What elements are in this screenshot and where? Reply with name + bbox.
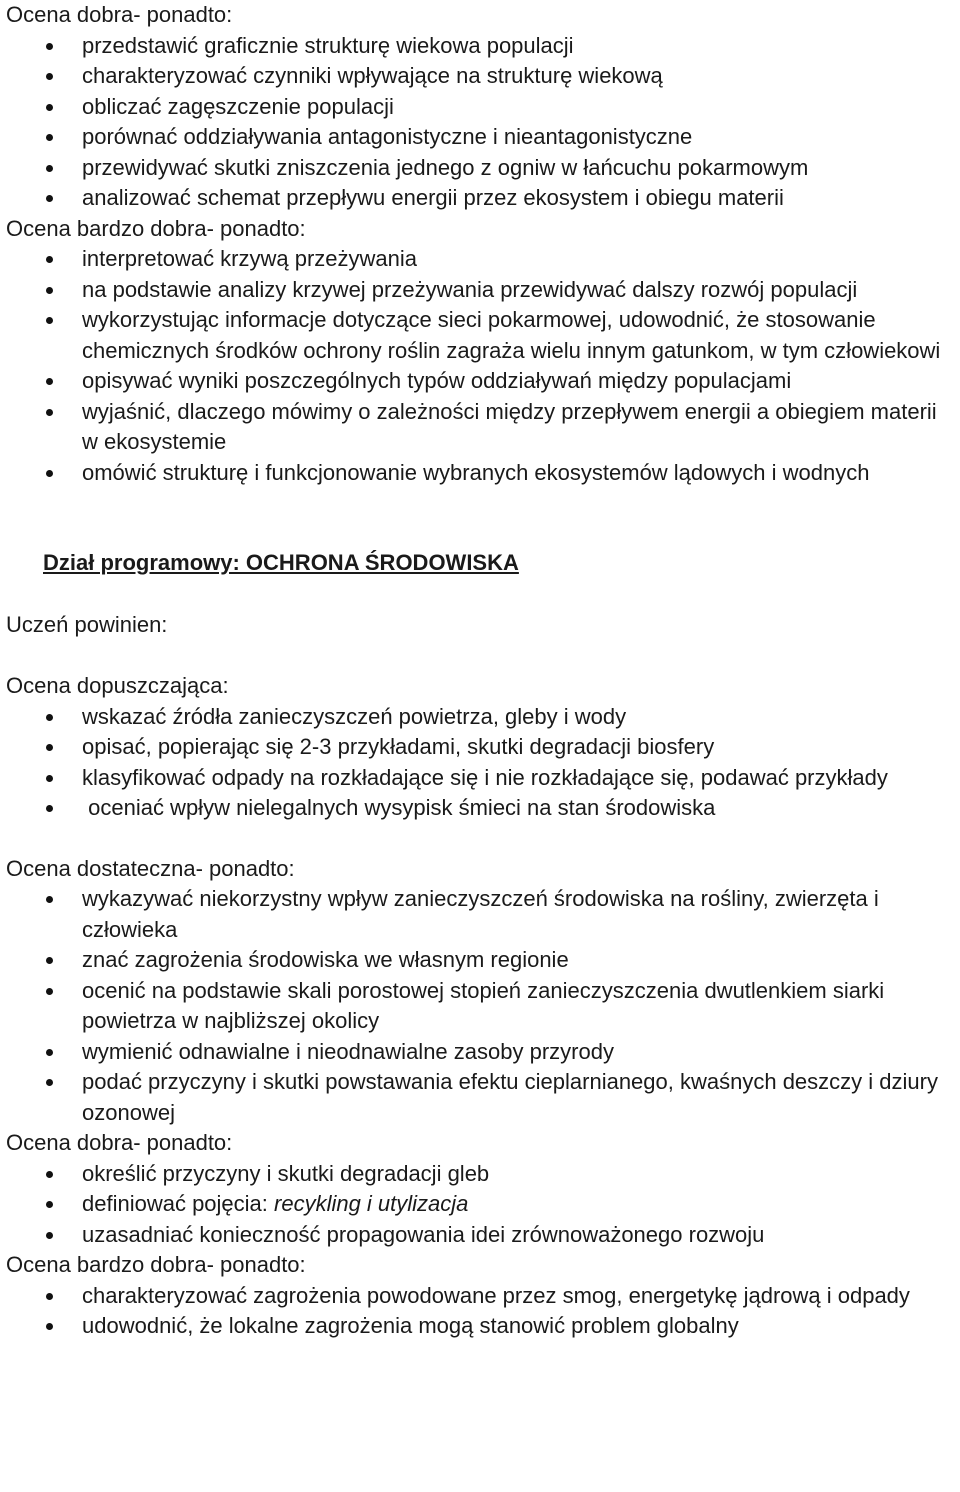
spacer <box>6 824 960 854</box>
bullet-icon <box>46 195 53 202</box>
requirements-list <box>6 702 960 824</box>
list-item: interpretować krzywą przeżywania <box>6 244 960 275</box>
list-item: wskazać źródła zanieczyszczeń powietrza, gleby i wody <box>6 702 960 733</box>
bullet-icon <box>46 287 53 294</box>
list-item: analizować schemat przepływu energii przez ekosystem i obiegu materii <box>6 183 960 214</box>
list-item: ocenić na podstawie skali porostowej stopień zanieczyszczenia dwutlenkiem siarki powietrza w najbliższej okolicy <box>6 976 960 1037</box>
bullet-icon <box>46 256 53 263</box>
bullet-icon <box>46 1323 53 1330</box>
list-item: określić przyczyny i skutki degradacji gleb <box>6 1159 960 1190</box>
list-item: opisać, popierając się 2-3 przykładami, skutki degradacji biosfery <box>6 732 960 763</box>
grade-heading-dobra: Ocena dobra- ponadto: <box>6 2 233 27</box>
bullet-icon <box>46 317 53 324</box>
list-item: znać zagrożenia środowiska we własnym regionie <box>6 945 960 976</box>
bullet-icon <box>46 988 53 995</box>
bullet-icon <box>46 73 53 80</box>
grade-heading-bardzo-dobra-2: Ocena bardzo dobra- ponadto: <box>6 1252 306 1277</box>
list-item: charakteryzować zagrożenia powodowane przez smog, energetykę jądrową i odpady <box>6 1281 960 1312</box>
list-item: uzasadniać konieczność propagowania idei zrównoważonego rozwoju <box>6 1220 960 1251</box>
list-item: oceniać wpływ nielegalnych wysypisk śmieci na stan środowiska <box>6 793 960 824</box>
list-item: udowodnić, że lokalne zagrożenia mogą stanowić problem globalny <box>6 1311 960 1342</box>
bullet-icon <box>46 1232 53 1239</box>
list-item: charakteryzować czynniki wpływające na strukturę wiekową <box>6 61 960 92</box>
bullet-icon <box>46 1171 53 1178</box>
list-item: na podstawie analizy krzywej przeżywania przewidywać dalszy rozwój populacji <box>6 275 960 306</box>
bullet-icon <box>46 378 53 385</box>
list-item: wykazywać niekorzystny wpływ zanieczyszczeń środowiska na rośliny, zwierzęta i człowieka <box>6 884 960 945</box>
list-item: wyjaśnić, dlaczego mówimy o zależności między przepływem energii a obiegiem materii w ekosystemie <box>6 397 960 458</box>
bullet-icon <box>46 43 53 50</box>
requirements-list <box>6 244 960 488</box>
bullet-icon <box>46 1293 53 1300</box>
bullet-icon <box>46 1201 53 1208</box>
list-item: omówić strukturę i funkcjonowanie wybranych ekosystemów lądowych i wodnych <box>6 458 960 489</box>
requirements-list <box>6 1281 960 1342</box>
bullet-icon <box>46 744 53 751</box>
list-item: opisywać wyniki poszczególnych typów oddziaływań między populacjami <box>6 366 960 397</box>
spacer <box>6 640 960 671</box>
spacer <box>6 579 960 610</box>
grade-heading-dostateczna: Ocena dostateczna- ponadto: <box>6 855 295 881</box>
list-item: podać przyczyny i skutki powstawania efektu cieplarnianego, kwaśnych deszczy i dziury ozonowej <box>6 1067 960 1128</box>
bullet-icon <box>46 1049 53 1056</box>
bullet-icon <box>46 896 53 903</box>
requirements-list <box>6 1159 960 1251</box>
list-item: przedstawić graficznie strukturę wiekowa populacji <box>6 31 960 62</box>
list-item: definiować pojęcia: recykling i utylizacja <box>6 1189 960 1220</box>
bullet-icon <box>46 104 53 111</box>
spacer <box>6 488 960 548</box>
bullet-icon <box>46 1079 53 1086</box>
bullet-icon <box>46 470 53 477</box>
bullet-icon <box>46 134 53 141</box>
section-title: Dział programowy: OCHRONA ŚRODOWISKA <box>43 550 519 575</box>
bullet-icon <box>46 775 53 782</box>
list-item: klasyfikować odpady na rozkładające się i nie rozkładające się, podawać przykłady <box>6 763 960 794</box>
italic-terms: recykling i utylizacja <box>274 1191 469 1216</box>
list-item: obliczać zagęszczenie populacji <box>6 92 960 123</box>
bullet-icon <box>46 957 53 964</box>
list-item: porównać oddziaływania antagonistyczne i nieantagonistyczne <box>6 122 960 153</box>
list-item: wymienić odnawialne i nieodnawialne zasoby przyrody <box>6 1037 960 1068</box>
requirements-list <box>6 884 960 1128</box>
grade-heading-dopuszczajaca: Ocena dopuszczająca: <box>6 673 229 698</box>
intro-text: Uczeń powinien: <box>6 611 168 637</box>
list-item: przewidywać skutki zniszczenia jednego z ogniw w łańcuchu pokarmowym <box>6 153 960 184</box>
bullet-icon <box>46 805 53 812</box>
requirements-list <box>6 31 960 214</box>
list-item: wykorzystując informacje dotyczące sieci pokarmowej, udowodnić, że stosowanie chemicznych środków ochrony roślin zagraża wielu innym gatunkom, w tym człowiekowi <box>6 305 960 366</box>
bullet-icon <box>46 714 53 721</box>
bullet-icon <box>46 165 53 172</box>
bullet-icon <box>46 409 53 416</box>
grade-heading-dobra-2: Ocena dobra- ponadto: <box>6 1130 233 1155</box>
grade-heading-bardzo-dobra: Ocena bardzo dobra- ponadto: <box>6 215 306 241</box>
